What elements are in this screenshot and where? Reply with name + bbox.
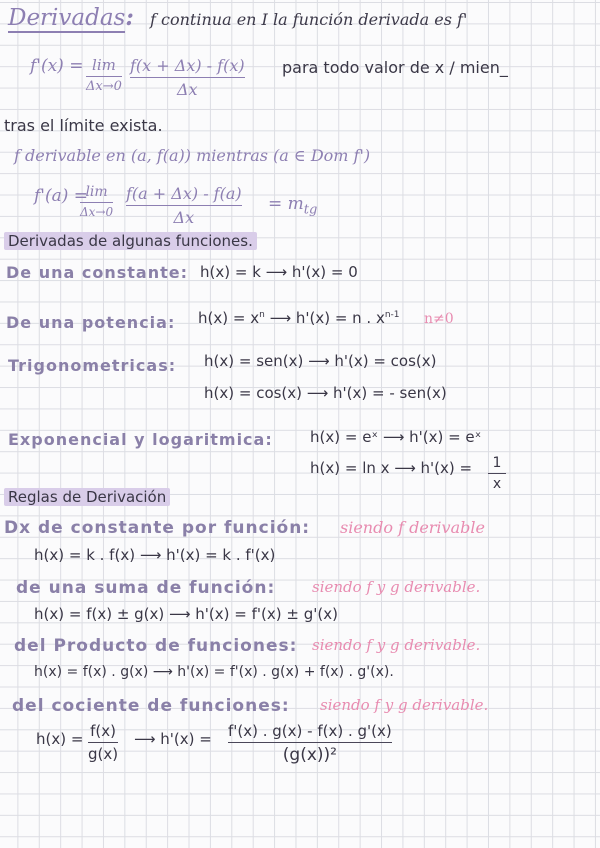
def-num: f(x + Δx) - f(x)	[130, 56, 245, 75]
exp-label: Exponencial y logaritmica:	[8, 430, 273, 449]
pow-expr	[198, 309, 400, 327]
def-frac-bar	[130, 77, 245, 78]
def-lim-bar	[86, 76, 122, 77]
trig-expr-1: h(x) = sen(x) ⟶ h'(x) = cos(x)	[204, 352, 437, 370]
pow-exp2: n-1	[384, 310, 400, 320]
point-lim-text: lim	[85, 184, 108, 200]
def-fraction	[130, 56, 245, 99]
rule4-num: f'(x) . g(x) - f(x) . g'(x)	[228, 722, 392, 740]
point-rhs-sub: tg	[303, 202, 318, 218]
rule4-den: (g(x))²	[282, 745, 337, 765]
point-fraction	[126, 184, 242, 227]
rule4-lden: g(x)	[88, 745, 119, 763]
point-rhs	[268, 194, 317, 217]
point-den: Δx	[173, 208, 195, 227]
point-lim	[80, 184, 113, 219]
rule1-expr: h(x) = k . f(x) ⟶ h'(x) = k . f'(x)	[34, 546, 276, 564]
section2-title: Reglas de Derivación	[4, 488, 170, 506]
title-colon: :	[125, 4, 134, 31]
exp-expr-2: h(x) = ln x ⟶ h'(x) =	[310, 459, 473, 477]
rule4-rbar	[228, 742, 392, 743]
exp-fraction	[488, 455, 506, 492]
def-lim-text: lim	[92, 56, 116, 74]
point-frac-bar	[126, 205, 242, 206]
rule4-arrow: ⟶ h'(x) =	[134, 730, 212, 748]
point-lhs: f'(a) =	[34, 186, 89, 206]
rule3-expr: h(x) = f(x) . g(x) ⟶ h'(x) = f'(x) . g(x) + f(x) . g'(x).	[34, 664, 394, 680]
intro-text: f continua en I la función derivada es f'	[150, 10, 468, 29]
point-rhs-text: = m	[268, 194, 304, 214]
page-title	[8, 4, 134, 31]
const-label: De una constante:	[6, 263, 188, 282]
exp-num: 1	[492, 455, 502, 471]
rule3-label: del Producto de funciones:	[14, 636, 298, 656]
def-lim-sub: Δx→0	[86, 79, 122, 94]
def-lhs: f'(x) =	[30, 56, 84, 76]
def-text-1: para todo valor de x / mien_	[282, 58, 508, 77]
pow-label: De una potencia:	[6, 313, 176, 332]
rule2-note: siendo f y g derivable.	[312, 578, 481, 596]
pow-condition: n≠0	[424, 311, 454, 327]
trig-label: Trigonometricas:	[8, 356, 177, 375]
trig-expr-2: h(x) = cos(x) ⟶ h'(x) = - sen(x)	[204, 384, 447, 402]
pow-expr-rhs: ⟶ h'(x) = n . x	[264, 309, 385, 327]
exp-expr-1: h(x) = eˣ ⟶ h'(x) = eˣ	[310, 428, 482, 446]
section-reglas	[4, 488, 170, 506]
rule4-lbar	[88, 742, 118, 743]
rule4-right-fraction	[228, 722, 392, 765]
const-expr: h(x) = k ⟶ h'(x) = 0	[200, 263, 358, 281]
point-lim-sub: Δx→0	[80, 205, 114, 219]
rule1-label: Dx de constante por función:	[4, 518, 311, 538]
def-den: Δx	[177, 80, 198, 99]
section-derivadas-funciones	[4, 232, 257, 250]
point-num: f(a + Δx) - f(a)	[126, 184, 242, 203]
point-lim-bar	[80, 202, 113, 203]
rule2-expr: h(x) = f(x) ± g(x) ⟶ h'(x) = f'(x) ± g'(x)	[34, 605, 338, 623]
exp-den: x	[492, 476, 502, 492]
rule4-lnum: f(x)	[90, 722, 116, 740]
rule1-note: siendo f derivable	[340, 518, 485, 537]
rule4-note: siendo f y g derivable.	[320, 696, 489, 714]
rule4-left-fraction	[88, 722, 118, 763]
pow-expr-lhs: h(x) = x	[198, 309, 260, 327]
exp-frac-bar	[488, 473, 506, 474]
rule4-label: del cociente de funciones:	[12, 696, 290, 716]
rule2-label: de una suma de función:	[16, 578, 276, 598]
section1-title: Derivadas de algunas funciones.	[4, 232, 257, 250]
rule4-lhs: h(x) =	[36, 730, 84, 748]
def-text-2: tras el límite exista.	[4, 116, 163, 135]
pow-exp: n	[259, 310, 265, 320]
title-text: Derivadas	[8, 5, 126, 31]
point-line: f derivable en (a, f(a)) mientras (a ∈ Dom f')	[14, 146, 371, 165]
def-lim	[86, 56, 122, 94]
rule3-note: siendo f y g derivable.	[312, 636, 481, 654]
